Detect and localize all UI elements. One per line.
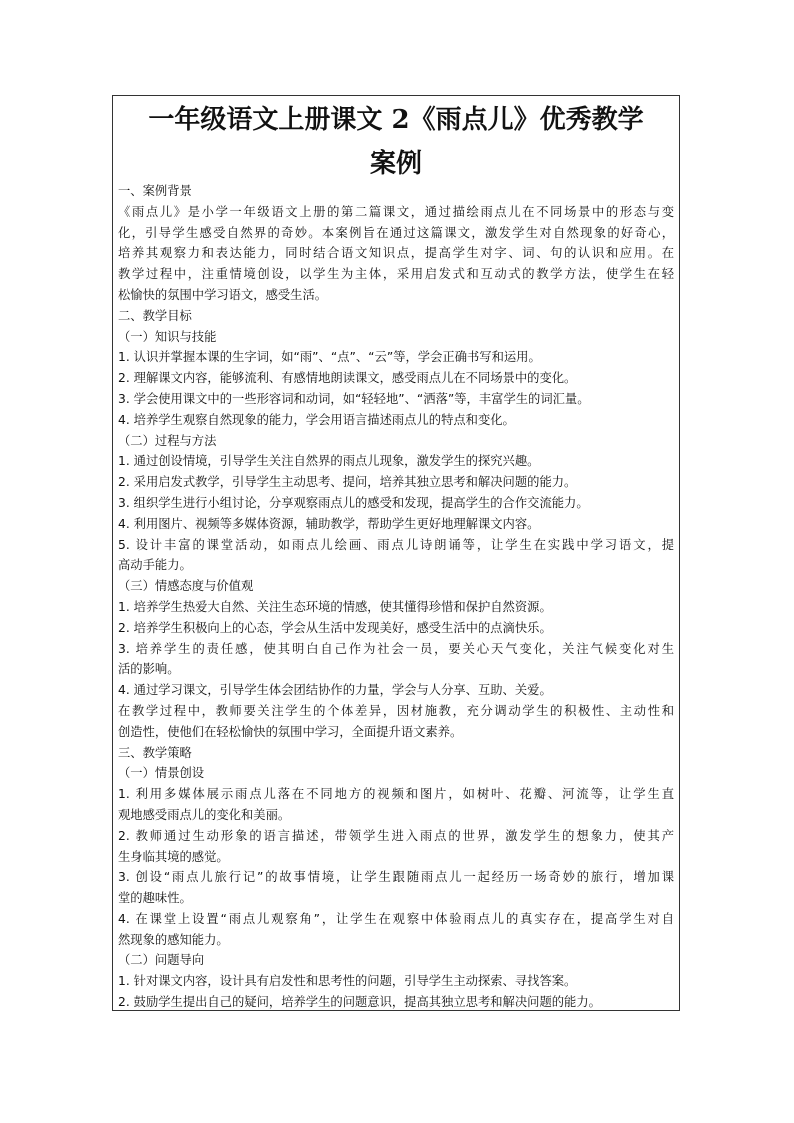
text-line: 生身临其境的感觉。 (118, 849, 229, 864)
text-line: 3. 组织学生进行小组讨论，分享观察雨点儿的感受和发现，提高学生的合作交流能力。 (118, 495, 589, 510)
text-line: 创造性，使他们在轻松愉快的氛围中学习，全面提升语文素养。 (118, 724, 463, 739)
text-line: 在教学过程中，教师要关注学生的个体差异，因材施教，充分调动学生的积极性、主动性和 (118, 703, 674, 718)
text-line: 2. 培养学生积极向上的心态，学会从生活中发现美好，感受生活中的点滴快乐。 (118, 620, 552, 635)
text-line: 培养其观察力和表达能力，同时结合语文知识点，提高学生对字、词、句的认识和应用。在 (118, 246, 674, 261)
text-line: 4. 利用图片、视频等多媒体资源，辅助教学，帮助学生更好地理解课文内容。 (118, 516, 540, 531)
title-line-1: 一年级语文上册课文 2《雨点儿》优秀教学 (148, 105, 644, 135)
document-body (118, 181, 674, 1013)
text-line: 4. 在课堂上设置“雨点儿观察角”，让学生在观察中体验雨点儿的真实存在，提高学生对自 (118, 911, 674, 926)
text-line: 3. 培养学生的责任感，使其明白自己作为社会一员，要关心天气变化，关注气候变化对生 (118, 641, 674, 656)
text-line: 1. 认识并掌握本课的生字词，如“雨”、“点”、“云”等，学会正确书写和运用。 (118, 350, 541, 365)
text-line: 1. 通过创设情境，引导学生关注自然界的雨点儿现象，激发学生的探究兴趣。 (118, 454, 540, 469)
text-line: 《雨点儿》是小学一年级语文上册的第二篇课文，通过描绘雨点儿在不同场景中的形态与变 (118, 204, 674, 219)
text-line: 高动手能力。 (118, 558, 192, 573)
text-line: 松愉快的氛围中学习语文，感受生活。 (118, 287, 328, 302)
text-line: （一）情景创设 (118, 766, 205, 781)
text-line: 化，引导学生感受自然界的奇妙。本案例旨在通过这篇课文，激发学生对自然现象的好奇心， (118, 225, 674, 240)
text-line: 4. 通过学习课文，引导学生体会团结协作的力量，学会与人分享、互助、关爱。 (118, 683, 552, 698)
text-line: 4. 培养学生观察自然现象的能力，学会用语言描述雨点儿的特点和变化。 (118, 412, 515, 427)
text-line: 1. 利用多媒体展示雨点儿落在不同地方的视频和图片，如树叶、花瓣、河流等，让学生直 (118, 787, 674, 802)
text-line: 一、案例背景 (118, 184, 192, 198)
text-line: （一）知识与技能 (118, 329, 217, 344)
text-line: 观地感受雨点儿的变化和美丽。 (118, 807, 291, 822)
text-line: 二、教学目标 (118, 308, 192, 323)
text-line: 3. 学会使用课文中的一些形容词和动词，如“轻轻地”、“洒落”等，丰富学生的词汇量。 (118, 391, 590, 406)
text-line: 2. 教师通过生动形象的语言描述，带领学生进入雨点的世界，激发学生的想象力，使其产 (118, 828, 674, 843)
text-line: 2. 鼓励学生提出自己的疑问，培养学生的问题意识，提高其独立思考和解决问题的能力。 (118, 995, 601, 1010)
text-line: 3. 创设“雨点儿旅行记”的故事情境，让学生跟随雨点儿一起经历一场奇妙的旅行，增加课 (118, 870, 674, 885)
text-line: 1. 培养学生热爱大自然、关注生态环境的情感，使其懂得珍惜和保护自然资源。 (118, 599, 552, 614)
text-line: 活的影响。 (118, 662, 180, 677)
text-line: 然现象的感知能力。 (118, 932, 229, 947)
text-line: 5. 设计丰富的课堂活动，如雨点儿绘画、雨点儿诗朗诵等，让学生在实践中学习语文，提 (118, 537, 674, 552)
text-line: 2. 采用启发式教学，引导学生主动思考、提问，培养其独立思考和解决问题的能力。 (118, 475, 577, 490)
text-line: 1. 针对课文内容，设计具有启发性和思考性的问题，引导学生主动探索、寻找答案。 (118, 974, 577, 989)
text-line: （二）问题导向 (118, 953, 205, 968)
title-line-2: 案例 (369, 149, 422, 179)
document-title (117, 98, 675, 186)
text-line: （三）情感态度与价值观 (118, 579, 254, 594)
text-line: （二）过程与方法 (118, 433, 217, 448)
text-line: 教学过程中，注重情境创设，以学生为主体，采用启发式和互动式的教学方法，使学生在轻 (118, 267, 674, 282)
text-line: 三、教学策略 (118, 745, 192, 760)
text-line: 堂的趣味性。 (118, 891, 192, 906)
text-line: 2. 理解课文内容，能够流利、有感情地朗读课文，感受雨点儿在不同场景中的变化。 (118, 371, 577, 386)
